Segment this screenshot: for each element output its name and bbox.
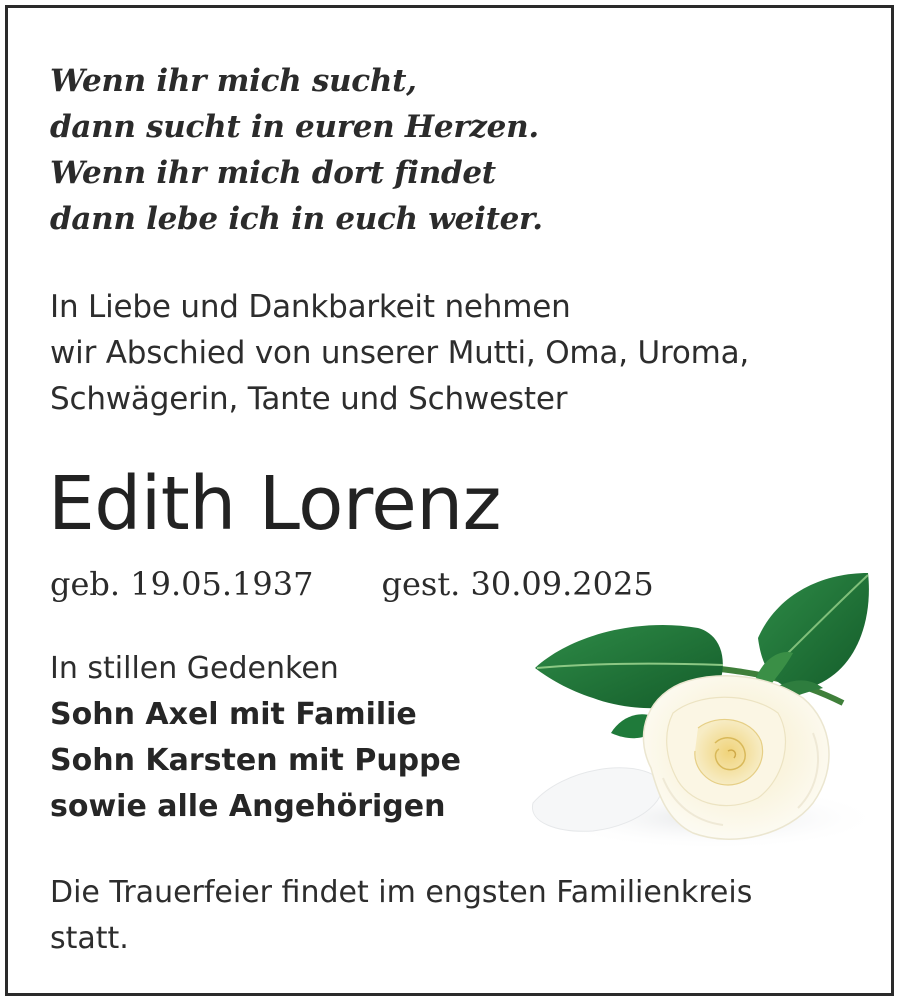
intro-line: Schwägerin, Tante und Schwester (50, 381, 568, 417)
poem (50, 58, 543, 242)
poem-line: dann sucht in euren Herzen. (50, 109, 539, 145)
birth-date: geb. 19.05.1937 (50, 565, 314, 603)
intro-line: wir Abschied von unserer Mutti, Oma, Uroma, (50, 335, 750, 371)
intro-line: In Liebe und Dankbarkeit nehmen (50, 289, 571, 325)
mourners-block (50, 646, 461, 830)
intro-text (50, 284, 749, 422)
funeral-note-line: statt. (50, 921, 129, 956)
funeral-note (50, 870, 752, 962)
obituary-frame (5, 5, 894, 996)
funeral-note-line: Die Trauerfeier findet im engsten Familienkreis (50, 875, 753, 910)
death-date: gest. 30.09.2025 (381, 565, 654, 603)
mourner-name: Sohn Axel mit Familie (50, 697, 417, 732)
poem-line: Wenn ihr mich dort findet (50, 155, 496, 191)
poem-line: dann lebe ich in euch weiter. (50, 201, 543, 237)
deceased-name: Edith Lorenz (48, 461, 501, 547)
poem-line: Wenn ihr mich sucht, (50, 63, 417, 99)
white-rose-icon (523, 563, 888, 853)
mourners-intro: In stillen Gedenken (50, 651, 339, 686)
mourner-name: sowie alle Angehörigen (50, 789, 446, 824)
mourner-name: Sohn Karsten mit Puppe (50, 743, 461, 778)
